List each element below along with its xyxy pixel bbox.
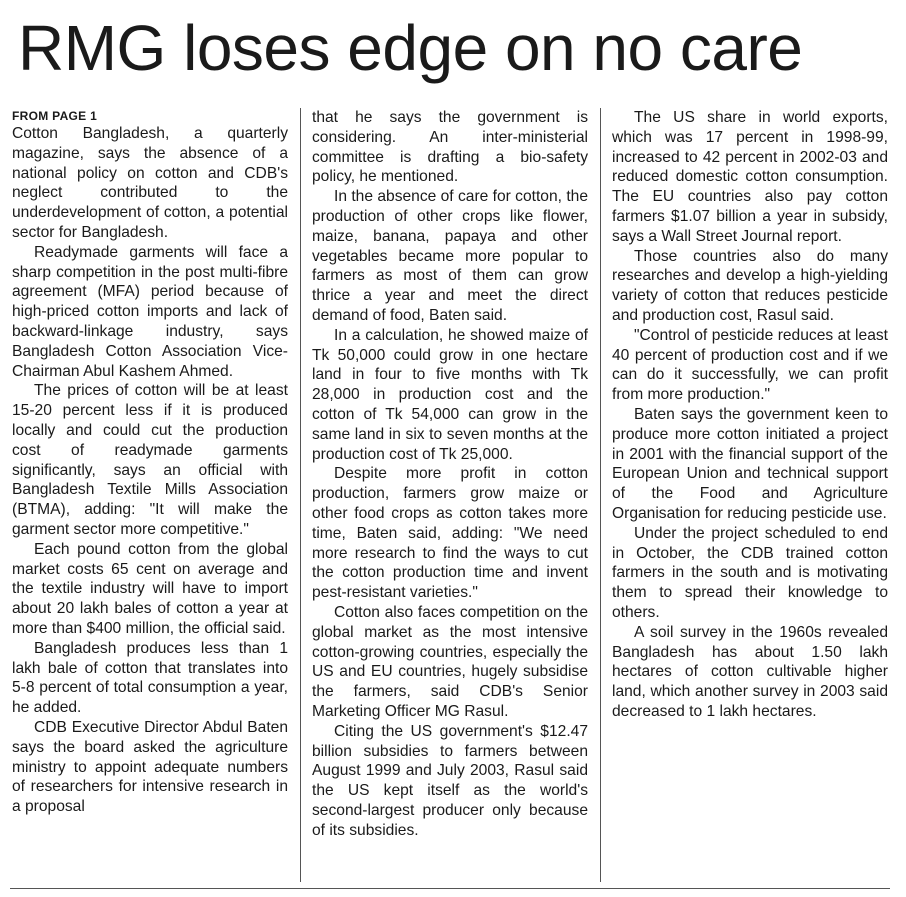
article-paragraph: Baten says the government keen to produce more cotton initiated a project in 2001 with the financial support of the European Union and technical support of the Food and Agriculture Organisation for reducing pesticide use. [612,405,888,522]
article-paragraph: Cotton also faces competition on the global market as the most intensive cotton-growing countries, especially the US and EU countries, hugely subsidise the farmers, said CDB's Senior Marketing Officer MG Rasul. [312,603,588,720]
article-paragraph: CDB Executive Director Abdul Baten says the board asked the agriculture ministry to appoint adequate numbers of researchers for intensive research in a proposal [12,718,288,816]
article-paragraph: "Control of pesticide reduces at least 40 percent of production cost and if we can do it successfully, we can profit from more production." [612,326,888,404]
article-column-2 [312,108,588,882]
article-paragraph: In a calculation, he showed maize of Tk 50,000 could grow in one hectare land in four to five months with Tk 28,000 in production cost and the cotton of Tk 54,000 can grow in the same land in six to seven months at the production cost of Tk 25,000. [312,326,588,463]
article-paragraph: Despite more profit in cotton production, farmers grow maize or other food crops as cotton takes more time, Baten said, adding: "We need more research to find the ways to cut the cotton production time and invent pest-resistant varieties." [312,465,588,602]
article-paragraph: Each pound cotton from the global market costs 65 cent on average and the textile industry will have to import about 20 lakh bales of cotton a year at more than $400 million, the official said. [12,540,288,637]
article-paragraph: Bangladesh produces less than 1 lakh bale of cotton that translates into 5-8 percent of total consumption a year, he added. [12,639,288,717]
article-paragraph: The prices of cotton will be at least 15-20 percent less if it is produced locally and could cut the production cost of readymade garments significantly, says an official with Bangladesh Textile Mills Association (BTMA), adding: "It will make the garment sector more competitive." [12,382,288,538]
article-paragraph: Those countries also do many researches and develop a high-yielding variety of cotton that reduces pesticide and production cost, Rasul said. [612,247,888,324]
article-paragraph: In the absence of care for cotton, the production of other crops like flower, maize, banana, papaya and other vegetables became more popular to farmers as most of them can grow thrice a year and meet the direct demand of food, Baten said. [312,188,588,324]
article-paragraph: Citing the US government's $12.47 billion subsidies to farmers between August 1999 and July 2003, Rasul said the US kept itself as the world's second-largest producer only because of its subsidies. [312,722,588,839]
article-paragraph: Cotton Bangladesh, a quarterly magazine, says the absence of a national policy on cotton and CDB's neglect contributed to the underdevelopment of cotton, a potential sector for Bangladesh. [12,125,288,241]
article-column-3 [612,108,888,882]
article-paragraph: Readymade garments will face a sharp competition in the post multi-fibre agreement (MFA) period because of high-priced cotton imports and lack of backward-linkage industry, says Bangladesh Cotton Association Vice-Chairman Abul Kashem Ahmed. [12,243,288,380]
column-divider-2 [600,108,601,882]
article-paragraph: Under the project scheduled to end in October, the CDB trained cotton farmers in the south and is motivating them to spread their knowledge to others. [612,524,888,621]
article-paragraph: that he says the government is considering. An inter-ministerial committee is drafting a bio-safety policy, he mentioned. [312,109,588,186]
article-paragraph: A soil survey in the 1960s revealed Bangladesh has about 1.50 lakh hectares of cotton cultivable higher land, which another survey in 2003 said decreased to 1 lakh hectares. [612,623,888,720]
headline: RMG loses edge on no care [18,12,803,84]
column-divider-1 [300,108,301,882]
article-column-1 [12,108,288,882]
article-paragraph: The US share in world exports, which was 17 percent in 1998-99, increased to 42 percent in 2002-03 and reduced domestic cotton consumption. The EU countries also pay cotton farmers $1.07 billion a year in subsidy, says a Wall Street Journal report. [612,109,888,245]
continuation-kicker: FROM PAGE 1 [12,109,98,123]
bottom-rule [10,888,890,889]
